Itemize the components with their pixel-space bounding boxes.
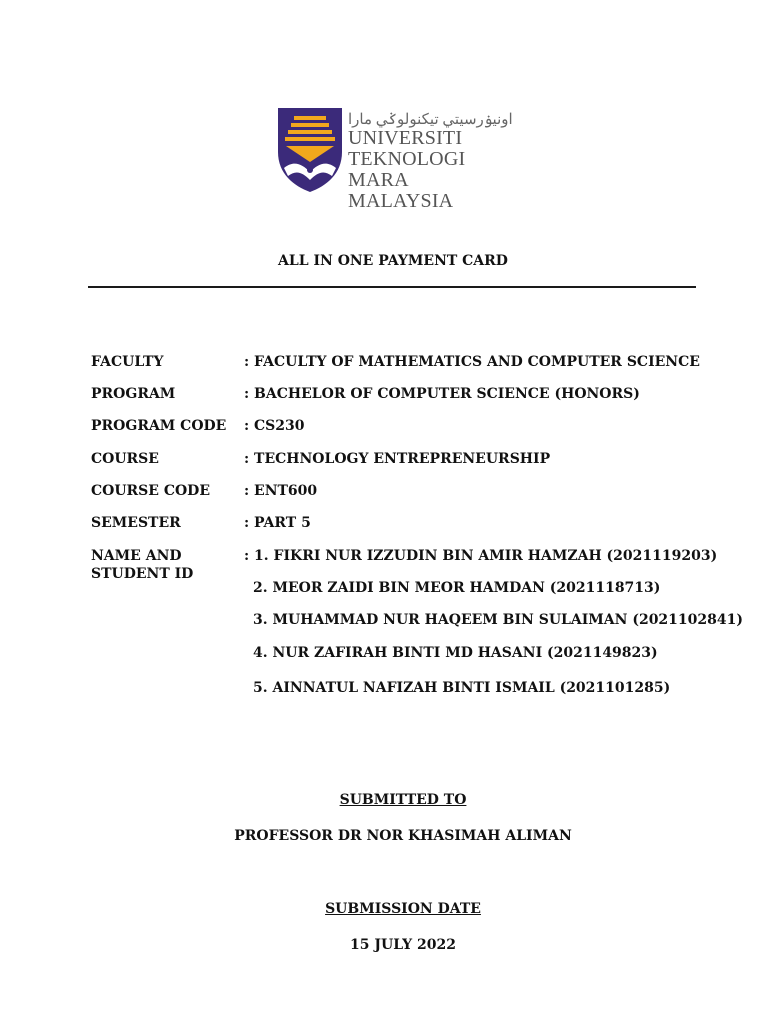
member-5: 5. AINNATUL NAFIZAH BINTI ISMAIL (2021101285) — [253, 680, 671, 696]
field-label: COURSE — [91, 451, 159, 467]
logo-line-3: MALAYSIA — [348, 190, 454, 212]
member-3: 3. MUHAMMAD NUR HAQEEM BIN SULAIMAN (2021102841) — [253, 612, 743, 628]
field-value: : CS230 — [244, 418, 305, 434]
field-label: SEMESTER — [91, 515, 181, 531]
logo-line-2: TEKNOLOGI MARA — [348, 148, 466, 191]
submission-date-heading: SUBMISSION DATE — [325, 901, 481, 917]
field-label: FACULTY — [91, 354, 164, 370]
logo-wordmark — [348, 110, 516, 212]
field-value: : BACHELOR OF COMPUTER SCIENCE (HONORS) — [244, 386, 640, 402]
field-value: : PART 5 — [244, 515, 311, 531]
title-divider — [88, 286, 696, 288]
logo-line-1: UNIVERSITI — [348, 127, 463, 149]
logo-jawi-text: اونيۏرسيتي تيكنولوݢي مارا — [348, 112, 513, 128]
field-label: PROGRAM CODE — [91, 418, 227, 434]
submitted-to-heading: SUBMITTED TO — [339, 792, 467, 808]
members-label-line-2: STUDENT ID — [91, 566, 194, 582]
field-label — [91, 547, 241, 583]
lecturer-name: PROFESSOR DR NOR KHASIMAH ALIMAN — [234, 828, 572, 844]
member-1: : 1. FIKRI NUR IZZUDIN BIN AMIR HAMZAH (2021119203) — [244, 548, 718, 564]
submission-date: 15 JULY 2022 — [350, 937, 456, 953]
member-2: 2. MEOR ZAIDI BIN MEOR HAMDAN (2021118713) — [253, 580, 661, 596]
field-label: PROGRAM — [91, 386, 176, 402]
field-label: COURSE CODE — [91, 483, 210, 499]
field-value: : TECHNOLOGY ENTREPRENEURSHIP — [244, 451, 551, 467]
field-value: : FACULTY OF MATHEMATICS AND COMPUTER SCIENCE — [244, 354, 700, 370]
university-logo — [276, 106, 516, 212]
uitm-shield-icon — [276, 106, 344, 194]
field-value: : ENT600 — [244, 483, 318, 499]
member-4: 4. NUR ZAFIRAH BINTI MD HASANI (2021149823) — [253, 645, 658, 661]
document-title: ALL IN ONE PAYMENT CARD — [278, 253, 508, 269]
members-label-line-1: NAME AND — [91, 548, 182, 564]
